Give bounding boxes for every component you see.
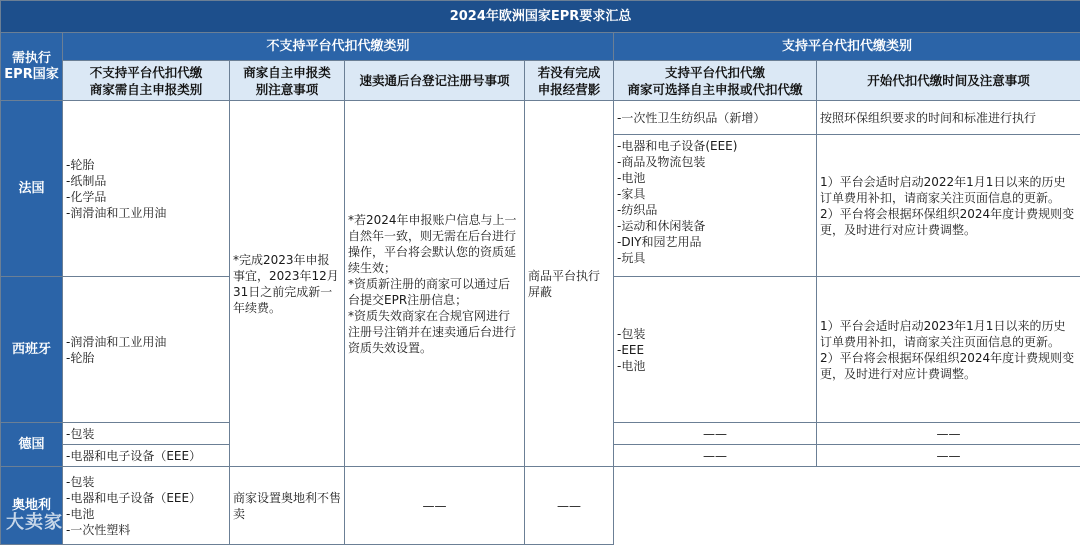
austria-deduction: —— xyxy=(525,467,614,545)
header-group-not-supported: 不支持平台代扣代缴类别 xyxy=(63,33,614,61)
header-deduction-time: 开始代扣代缴时间及注意事项 xyxy=(817,61,1080,101)
country-germany: 德国 xyxy=(1,423,63,467)
spain-self-declare: -润滑油和工业用油 -轮胎 xyxy=(63,277,230,423)
country-france: 法国 xyxy=(1,101,63,277)
germany-optional-1: —— xyxy=(614,423,817,445)
header-self-declare-categories: 不支持平台代扣代缴 商家需自主申报类别 xyxy=(63,61,230,101)
self-declare-notes: *完成2023年申报事宜，2023年12月31日之前完成新一年续费。 xyxy=(230,101,345,467)
france-deduction-a: 按照环保组织要求的时间和标准进行执行 xyxy=(817,101,1080,135)
germany-self-declare-2: -电器和电子设备（EEE） xyxy=(63,445,230,467)
country-austria: 奥地利 xyxy=(1,467,63,545)
germany-deduction-1: —— xyxy=(817,423,1080,445)
header-impact: 若没有完成 申报经营影 xyxy=(525,61,614,101)
table-title: 2024年欧洲国家EPR要求汇总 xyxy=(1,1,1080,33)
registration-notes: *若2024年申报账户信息与上一自然年一致，则无需在后台进行操作，平台将会默认您的资质延续生效； *资质新注册的商家可以通过后台提交EPR注册信息； *资质失效商家在合规官网进行注册号注销并在速卖通后台进行资质失效设置。 xyxy=(345,101,525,467)
france-self-declare: -轮胎 -纸制品 -化学品 -润滑油和工业用油 xyxy=(63,101,230,277)
austria-impact: 商家设置奥地利不售卖 xyxy=(230,467,345,545)
impact-blocked: 商品平台执行屏蔽 xyxy=(525,101,614,467)
watermark-logo: 大卖家 xyxy=(6,508,63,534)
germany-deduction-2: —— xyxy=(817,445,1080,467)
country-spain: 西班牙 xyxy=(1,277,63,423)
header-country: 需执行 EPR国家 xyxy=(1,33,63,101)
germany-optional-2: —— xyxy=(614,445,817,467)
france-optional-b: -电器和电子设备(EEE) -商品及物流包装 -电池 -家具 -纺织品 -运动和休闲装备 -DIY和园艺用品 -玩具 xyxy=(614,135,817,277)
header-optional-categories: 支持平台代扣代缴 商家可选择自主申报或代扣代缴 xyxy=(614,61,817,101)
header-group-supported: 支持平台代扣代缴类别 xyxy=(614,33,1080,61)
austria-self-declare: -包装 -电器和电子设备（EEE） -电池 -一次性塑料 xyxy=(63,467,230,545)
austria-optional: —— xyxy=(345,467,525,545)
spain-deduction: 1）平台会适时启动2023年1月1日以来的历史订单费用补扣，请商家关注页面信息的更新。 2）平台将会根据环保组织2024年度计费规则变更，及时进行对应计费调整。 xyxy=(817,277,1080,423)
header-self-declare-notes: 商家自主申报类 别注意事项 xyxy=(230,61,345,101)
france-deduction-b: 1）平台会适时启动2022年1月1日以来的历史订单费用补扣，请商家关注页面信息的更新。 2）平台将会根据环保组织2024年度计费规则变更，及时进行对应计费调整。 xyxy=(817,135,1080,277)
france-optional-a: -一次性卫生纺织品（新增） xyxy=(614,101,817,135)
header-registration-notes: 速卖通后台登记注册号事项 xyxy=(345,61,525,101)
spain-optional: -包装 -EEE -电池 xyxy=(614,277,817,423)
germany-self-declare-1: -包装 xyxy=(63,423,230,445)
